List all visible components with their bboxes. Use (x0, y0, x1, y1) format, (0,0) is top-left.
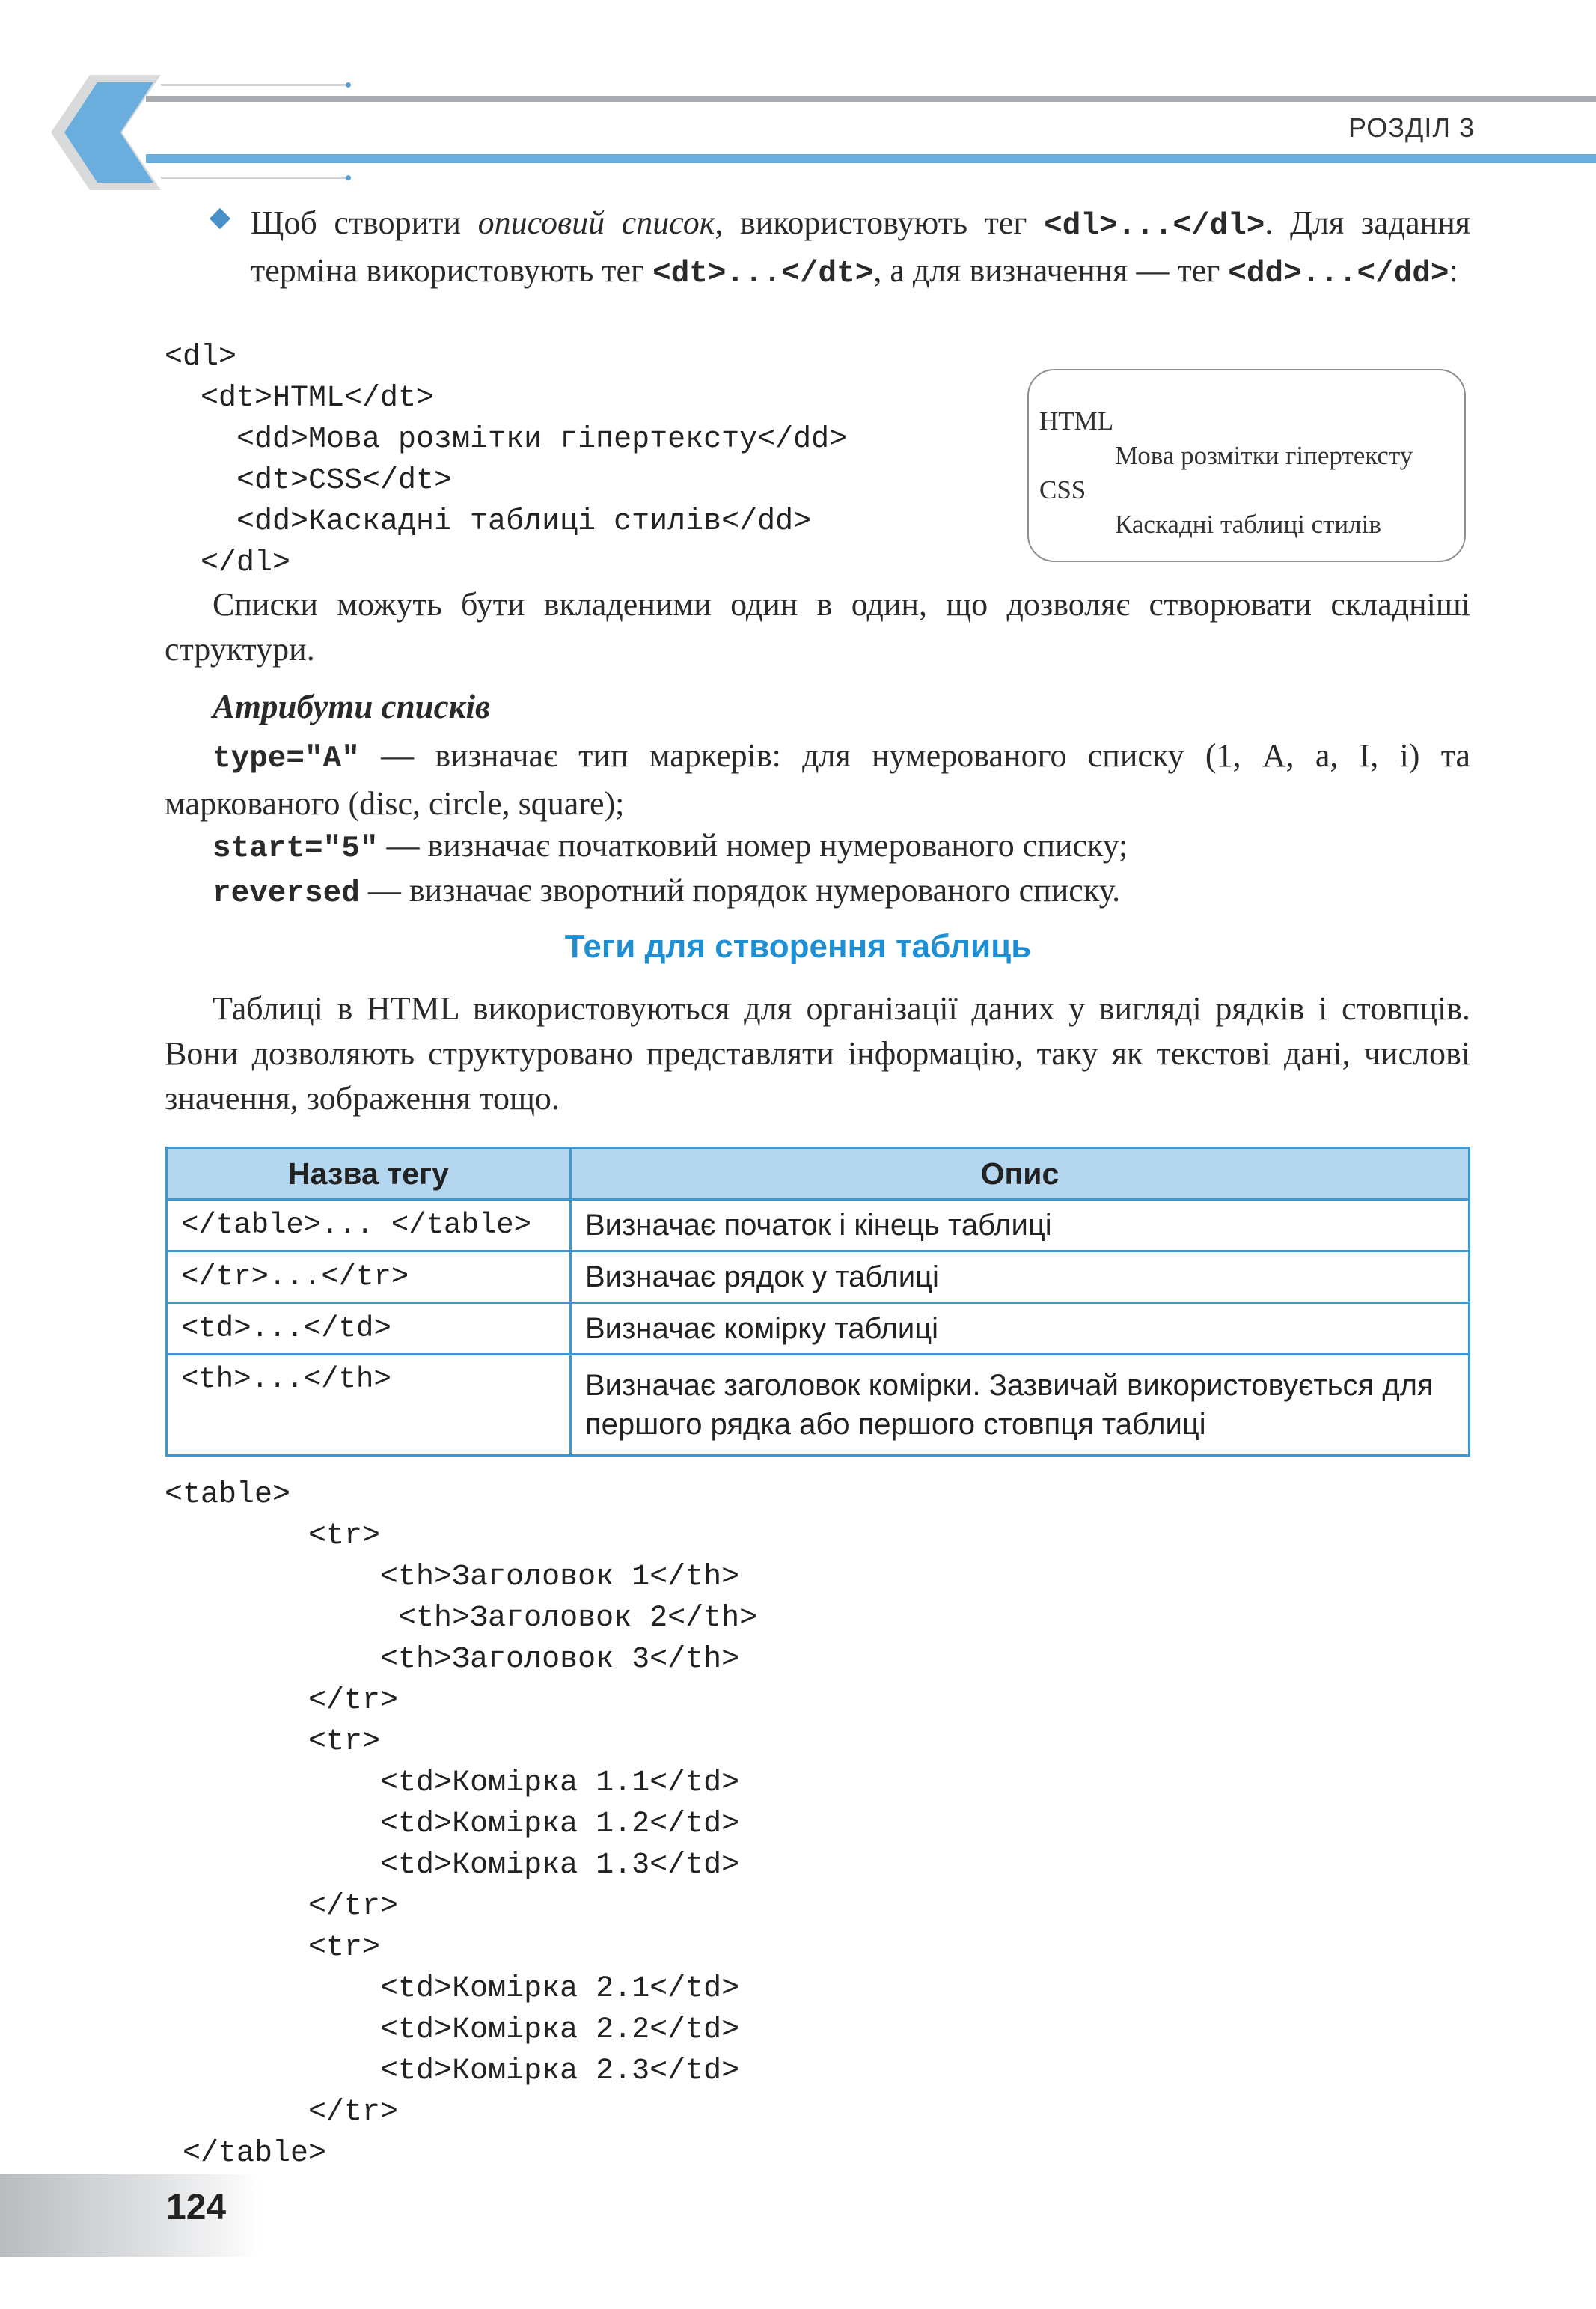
code-line: <tr> (165, 1725, 381, 1759)
code-line: <td>Комірка 2.1</td> (165, 1972, 740, 2006)
dl-render-figure (1027, 369, 1466, 562)
tag-name-cell: </table>... </table> (167, 1200, 571, 1251)
tag-description-cell: Визначає комірку таблиці (571, 1303, 1470, 1355)
header-dot-top (346, 82, 351, 88)
tag-name-cell: <th>...</th> (167, 1355, 571, 1456)
code-line: <td>Комірка 1.3</td> (165, 1849, 740, 1882)
attributes-heading: Атрибути списків (213, 688, 491, 725)
code-line: </dl> (165, 546, 291, 580)
table-row (167, 1251, 1470, 1303)
attribute-start: start="5" — визначає початковий номер нумерованого списку; (213, 827, 1128, 866)
code-line: <th>Заголовок 1</th> (165, 1561, 740, 1594)
code-line: </tr> (165, 1684, 399, 1718)
chevron-left-icon (45, 69, 176, 196)
table-row (167, 1200, 1470, 1251)
code-line: </tr> (165, 1890, 399, 1924)
header-thin-rule-bottom (161, 177, 348, 179)
code-line: </tr> (165, 2096, 399, 2129)
figure-term: CSS (1039, 475, 1086, 504)
tag-description-cell: Визначає початок і кінець таблиці (571, 1200, 1470, 1251)
header-thin-rule-top (161, 84, 348, 86)
code-line: <td>Комірка 1.1</td> (165, 1766, 740, 1800)
diamond-bullet-icon (210, 208, 230, 229)
tables-intro-paragraph: Таблиці в HTML використовуються для організації даних у вигляді рядків і стовпців. Вони дозволяють структуровано представляти інформацію, таку як текстові дані, числові значення, зображення тощо. (165, 990, 1470, 1117)
tag-description-cell: Визначає рядок у таблиці (571, 1251, 1470, 1303)
column-header: Опис (571, 1148, 1470, 1200)
header-dot-bottom (346, 175, 351, 180)
code-line: <td>Комірка 2.2</td> (165, 2013, 740, 2047)
header-blue-rule (146, 154, 1596, 163)
code-line: <dd>Каскадні таблиці стилів</dd> (165, 505, 812, 539)
tables-section-heading: Теги для створення таблиць (564, 928, 1032, 965)
column-header: Назва тегу (167, 1148, 571, 1200)
figure-definition: Каскадні таблиці стилів (1115, 510, 1381, 539)
code-line: <table> (165, 1478, 291, 1512)
figure-term: HTML (1039, 406, 1114, 436)
attribute-type: type="A" — визначає тип маркерів: для нумерованого списку (1, A, a, I, i) та маркованого (disc, circle, square); (165, 737, 1470, 822)
table-row (167, 1355, 1470, 1456)
header-gray-rule (146, 96, 1596, 102)
code-line: <dd>Мова розмітки гіпертексту</dd> (165, 423, 848, 457)
tag-name-cell: </tr>...</tr> (167, 1251, 571, 1303)
tag-reference-table (165, 1147, 1470, 1457)
code-line: <tr> (165, 1519, 381, 1553)
code-line: <td>Комірка 2.3</td> (165, 2055, 740, 2088)
code-line: <dt>CSS</dt> (165, 464, 453, 498)
attribute-reversed: reversed — визначає зворотний порядок нумерованого списку. (213, 872, 1121, 911)
code-line: <td>Комірка 1.2</td> (165, 1808, 740, 1841)
code-line: <dl> (165, 341, 237, 374)
code-line: </table> (165, 2137, 327, 2171)
code-line: <th>Заголовок 2</th> (165, 1602, 758, 1635)
code-line: <dt>HTML</dt> (165, 382, 435, 415)
tag-description-cell: Визначає заголовок комірки. Зазвичай використовується для першого рядка або першого стовпця таблиці (571, 1355, 1470, 1456)
tag-name-cell: <td>...</td> (167, 1303, 571, 1355)
table-header-row (167, 1148, 1470, 1200)
table-row (167, 1303, 1470, 1355)
code-line: <tr> (165, 1931, 381, 1965)
nested-lists-paragraph: Списки можуть бути вкладеними один в один, що дозволяє створювати складніші структури. (165, 586, 1470, 668)
dl-intro-paragraph: Щоб створити описовий список, використовують тег <dl>...</dl>. Для задання терміна використовують тег <dt>...</dt>, а для визначення — тег <dd>...</dd>: (251, 204, 1471, 291)
code-line: <th>Заголовок 3</th> (165, 1643, 740, 1677)
section-label: РОЗДІЛ 3 (1348, 112, 1475, 143)
page-number: 124 (166, 2188, 227, 2227)
figure-definition: Мова розмітки гіпертексту (1115, 441, 1413, 470)
